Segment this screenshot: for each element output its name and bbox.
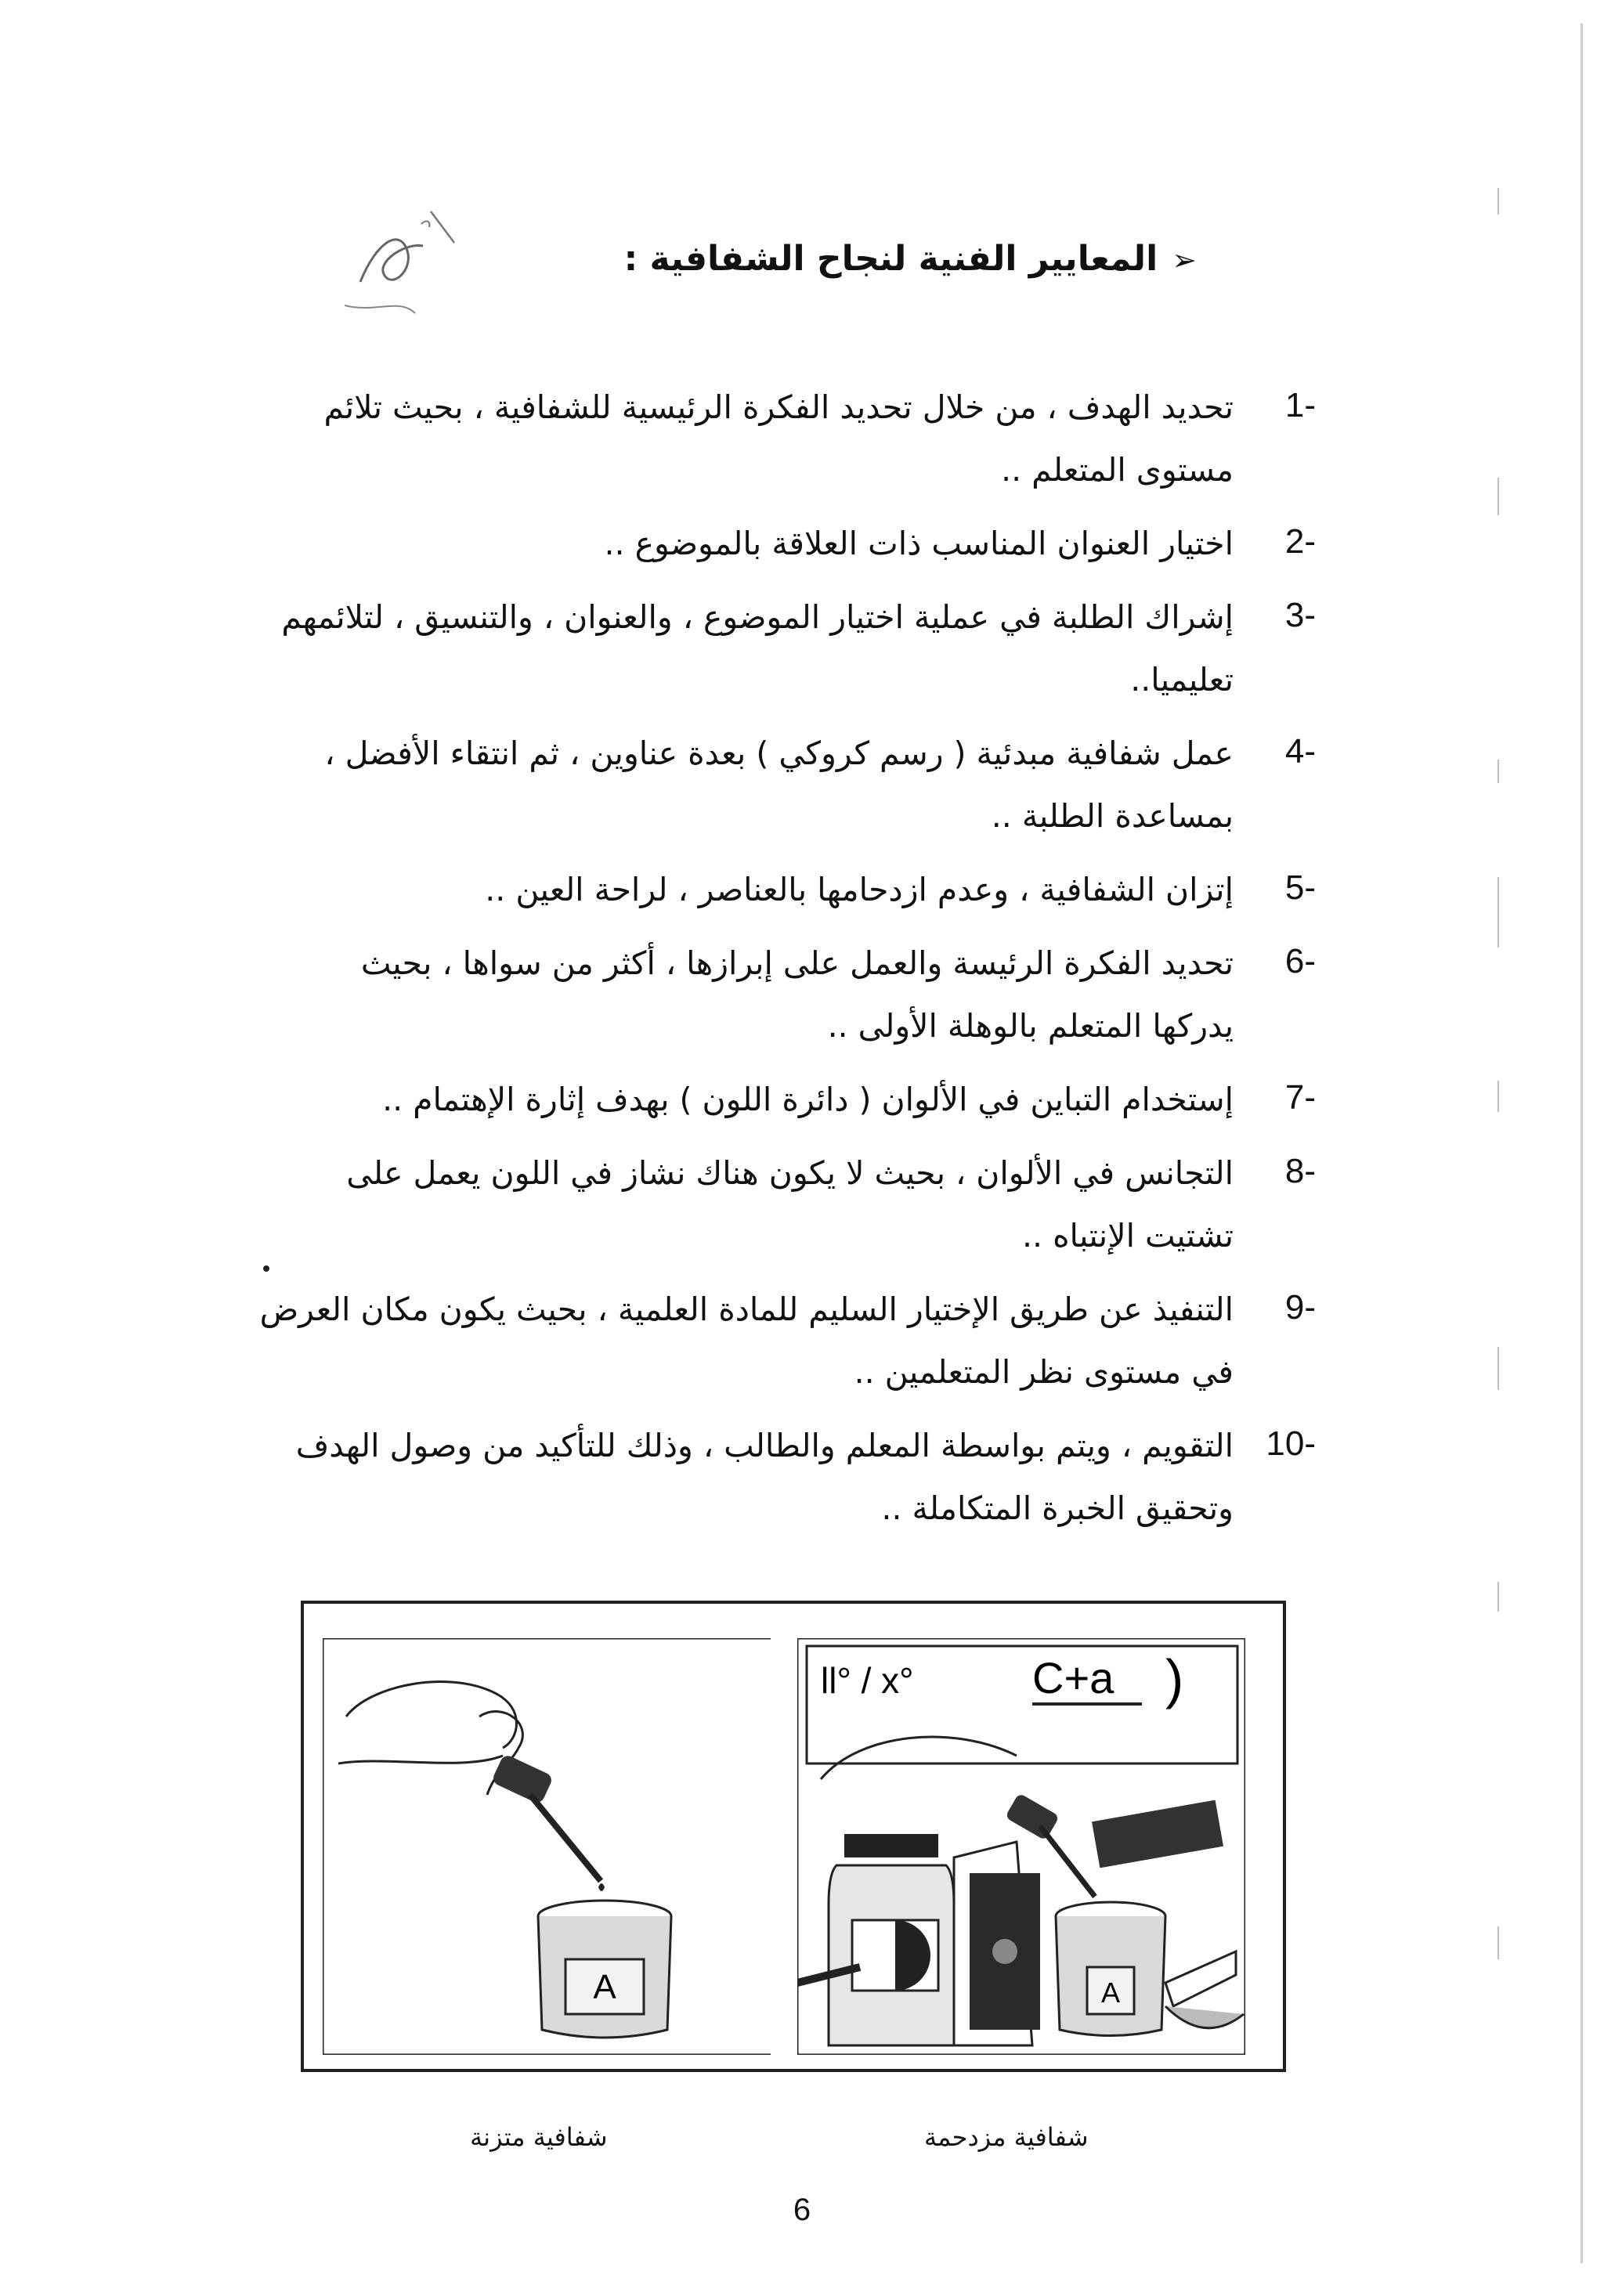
item-line: تحديد الفكرة الرئيسة والعمل على إبرازها ، أكثر من سواها ، بحيث <box>360 944 1234 982</box>
beaker-label: A <box>593 1968 616 2006</box>
board-prefix: ll° / x° <box>821 1660 914 1701</box>
item-line: تشتيت الإنتباه .. <box>1021 1217 1234 1254</box>
item-number: 5- <box>1284 868 1316 907</box>
list-item <box>196 1142 1316 1267</box>
item-number: 6- <box>1284 942 1316 980</box>
beaker-label: A <box>1100 1977 1121 2009</box>
list-item <box>196 1414 1316 1540</box>
scan-speck <box>263 1265 269 1272</box>
list-item <box>196 512 1316 575</box>
item-line: إستخدام التباين في الألوان ( دائرة اللون ) بهدف إثارة الإهتمام .. <box>382 1081 1234 1118</box>
item-number: 8- <box>1284 1152 1316 1190</box>
list-item <box>196 586 1316 711</box>
caption-crowded: شفافية مزدحمة <box>924 2122 1089 2152</box>
item-number: 4- <box>1284 732 1316 771</box>
board-formula: C+a <box>1032 1653 1114 1702</box>
scan-edge-line <box>1581 23 1583 2263</box>
dropper-bulb <box>1005 1792 1060 1840</box>
item-line: عمل شفافية مبدئية ( رسم كروكي ) بعدة عناوين ، ثم انتقاء الأفضل ، <box>324 735 1234 772</box>
crowded-transparency-illustration <box>797 1638 1245 2055</box>
board-suffix: ) <box>1165 1648 1184 1709</box>
balanced-transparency-illustration <box>323 1638 771 2055</box>
item-number: 1- <box>1284 386 1316 424</box>
caption-balanced: شفافية متزنة <box>470 2122 608 2152</box>
bottle-cap <box>844 1834 938 1857</box>
item-number: 7- <box>1284 1078 1316 1117</box>
criteria-list <box>196 376 1316 1551</box>
list-item <box>196 932 1316 1057</box>
list-item <box>196 1068 1316 1131</box>
item-line: في مستوى نظر المتعلمين .. <box>854 1353 1234 1391</box>
list-item <box>196 722 1316 847</box>
item-line: اختيار العنوان المناسب ذات العلاقة بالموضوع .. <box>604 525 1234 562</box>
list-item <box>196 858 1316 921</box>
item-line: التقويم ، ويتم بواسطة المعلم والطالب ، وذلك للتأكيد من وصول الهدف <box>295 1427 1234 1464</box>
item-line: مستوى المتعلم .. <box>1001 451 1234 489</box>
item-number: 10- <box>1266 1424 1316 1463</box>
arrowhead-bullet-icon: ➢ <box>1172 243 1197 277</box>
item-line: يدركها المتعلم بالوهلة الأولى .. <box>827 1007 1234 1045</box>
list-item <box>196 1278 1316 1403</box>
section-title-text: المعايير الفنية لنجاح الشفافية : <box>623 239 1158 279</box>
item-line: وتحقيق الخبرة المتكاملة .. <box>881 1489 1234 1527</box>
dropper-bulb <box>491 1753 554 1805</box>
balanced-transparency-drawing <box>323 1638 771 2055</box>
comparison-figure <box>301 1601 1286 2072</box>
list-item <box>196 376 1316 501</box>
hand-outline <box>346 1682 517 1748</box>
item-line: بمساعدة الطلبة .. <box>991 797 1234 835</box>
item-number: 3- <box>1284 596 1316 634</box>
item-line: تعليميا.. <box>1130 661 1234 699</box>
item-number: 9- <box>1284 1288 1316 1327</box>
item-line: إشراك الطلبة في عملية اختيار الموضوع ، والعنوان ، والتنسيق ، لتلائمهم <box>281 598 1234 636</box>
dropper-tube <box>1040 1826 1095 1897</box>
item-number: 2- <box>1284 522 1316 561</box>
book-stack <box>1092 1800 1223 1868</box>
dropper-tube <box>530 1795 601 1881</box>
item-line: التجانس في الألوان ، بحيث لا يكون هناك نشاز في اللون يعمل على <box>346 1154 1234 1192</box>
item-line: إتزان الشفافية ، وعدم ازدحامها بالعناصر ، لراحة العين .. <box>485 871 1234 908</box>
mortar-pestle <box>1165 1951 1236 2006</box>
page-number: 6 <box>793 2193 811 2227</box>
scan-margin-marks <box>1497 157 1513 2114</box>
item-line: التنفيذ عن طريق الإختيار السليم للمادة العلمية ، بحيث يكون مكان العرض <box>259 1291 1234 1328</box>
handwritten-signature <box>329 196 478 321</box>
section-title <box>624 239 1197 279</box>
item-line: تحديد الهدف ، من خلال تحديد الفكرة الرئيسية للشفافية ، بحيث تلائم <box>323 388 1234 426</box>
crowded-transparency-drawing <box>797 1638 1245 2055</box>
